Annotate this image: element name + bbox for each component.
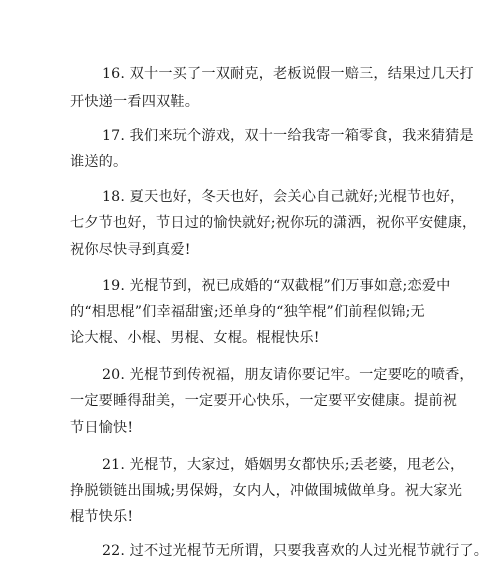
text-line: 21. 光棍节，大家过，婚姻男女都快乐;丢老婆，甩老公， [102, 457, 465, 473]
text-line: 论大棍、小棍、男棍、女棍。棍棍快乐! [70, 330, 320, 346]
text-line: 一定要睡得甜美，一定要开心快乐，一定要平安健康。提前祝 [70, 393, 458, 409]
text-line: 16. 双十一买了一双耐克，老板说假一赔三，结果过几天打 [102, 66, 474, 82]
text-line: 开快递一看四双鞋。 [70, 94, 200, 110]
text-line: 18. 夏天也好，冬天也好，会关心自己就好;光棍节也好， [102, 189, 465, 205]
text-line: 七夕节也好，节日过的愉快就好;祝你玩的潇洒，祝你平安健康， [70, 215, 477, 231]
text-line: 22. 过不过光棍节无所谓，只要我喜欢的人过光棍节就行了。 [102, 543, 489, 559]
text-line: 祝你尽快寻到真爱! [70, 242, 191, 258]
text-line: 19. 光棍节到，祝已成婚的“双截棍”们万事如意;恋爱中 [102, 278, 451, 294]
text-line: 节日愉快! [70, 420, 134, 436]
text-line: 谁送的。 [70, 154, 128, 170]
text-line: 棍节快乐! [70, 509, 134, 525]
text-line: 的“相思棍”们幸福甜蜜;还单身的“独竿棍”们前程似锦;无 [70, 304, 425, 320]
text-line: 20. 光棍节到传祝福，朋友请你要记牢。一定要吃的喷香， [102, 367, 474, 383]
text-line: 17. 我们来玩个游戏，双十一给我寄一箱零食，我来猜猜是 [102, 128, 474, 144]
text-line: 挣脱锁链出围城;男保姆，女内人，冲做围城做单身。祝大家光 [70, 483, 463, 499]
